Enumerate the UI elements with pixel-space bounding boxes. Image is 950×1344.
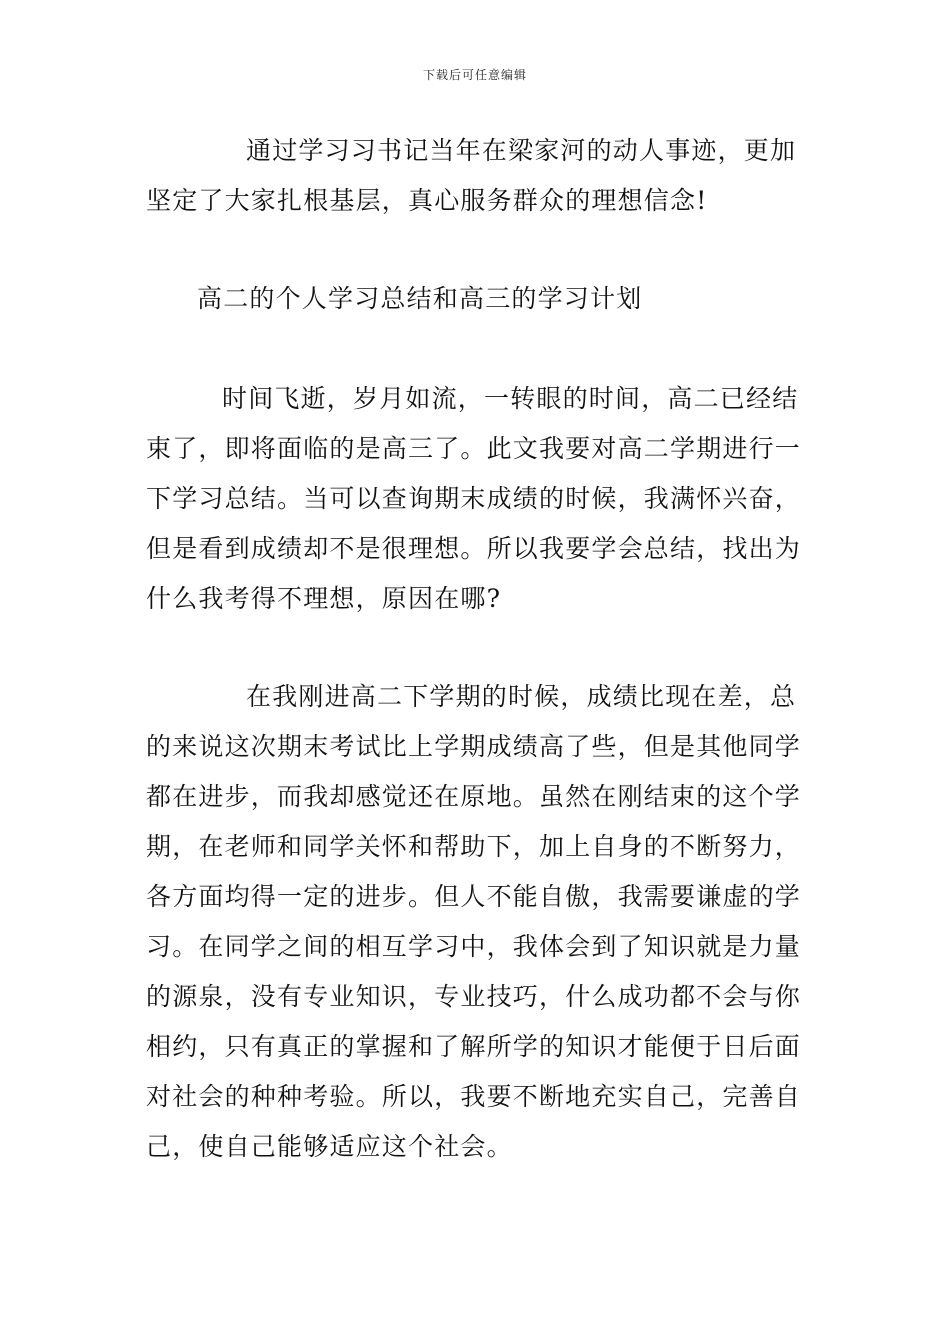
paragraph-3-line-2: 的来说这次期末考试比上学期成绩高了些，但是其他同学: [146, 732, 802, 761]
paragraph-3-line-6: 习。在同学之间的相互学习中，我体会到了知识就是力量: [146, 932, 802, 961]
paragraph-3-line-8: 相约，只有真正的掌握和了解所学的知识才能便于日后面: [146, 1032, 802, 1061]
paragraph-2-line-3: 下学习总结。当可以查询期末成绩的时候，我满怀兴奋，: [146, 484, 802, 513]
paragraph-3-line-4: 期，在老师和同学关怀和帮助下，加上自身的不断努力，: [146, 832, 802, 861]
paragraph-3-line-7: 的源泉，没有专业知识，专业技巧，什么成功都不会与你: [146, 982, 802, 1011]
paragraph-3-line-10: 己，使自己能够适应这个社会。: [146, 1132, 513, 1161]
paragraph-2-line-2: 束了，即将面临的是高三了。此文我要对高二学期进行一: [146, 434, 802, 463]
paragraph-2-line-1: 时间飞逝，岁月如流，一转眼的时间，高二已经结: [222, 384, 799, 413]
paragraph-1-line-2: 坚定了大家扎根基层，真心服务群众的理想信念!: [146, 186, 708, 215]
paragraph-1-line-1: 通过学习习书记当年在梁家河的动人事迹，更加: [246, 136, 797, 165]
header-note: 下载后可任意编辑: [422, 68, 527, 82]
paragraph-3-line-1: 在我刚进高二下学期的时候，成绩比现在差，总: [246, 682, 797, 711]
section-heading: 高二的个人学习总结和高三的学习计划: [197, 284, 643, 313]
paragraph-2-line-4: 但是看到成绩却不是很理想。所以我要学会总结，找出为: [146, 534, 802, 563]
paragraph-3-line-3: 都在进步，而我却感觉还在原地。虽然在刚结束的这个学: [146, 782, 802, 811]
paragraph-2-line-5: 什么我考得不理想，原因在哪?: [146, 584, 502, 613]
paragraph-3-line-9: 对社会的种种考验。所以，我要不断地充实自己，完善自: [146, 1082, 802, 1111]
paragraph-3-line-5: 各方面均得一定的进步。但人不能自傲，我需要谦虚的学: [146, 882, 802, 911]
